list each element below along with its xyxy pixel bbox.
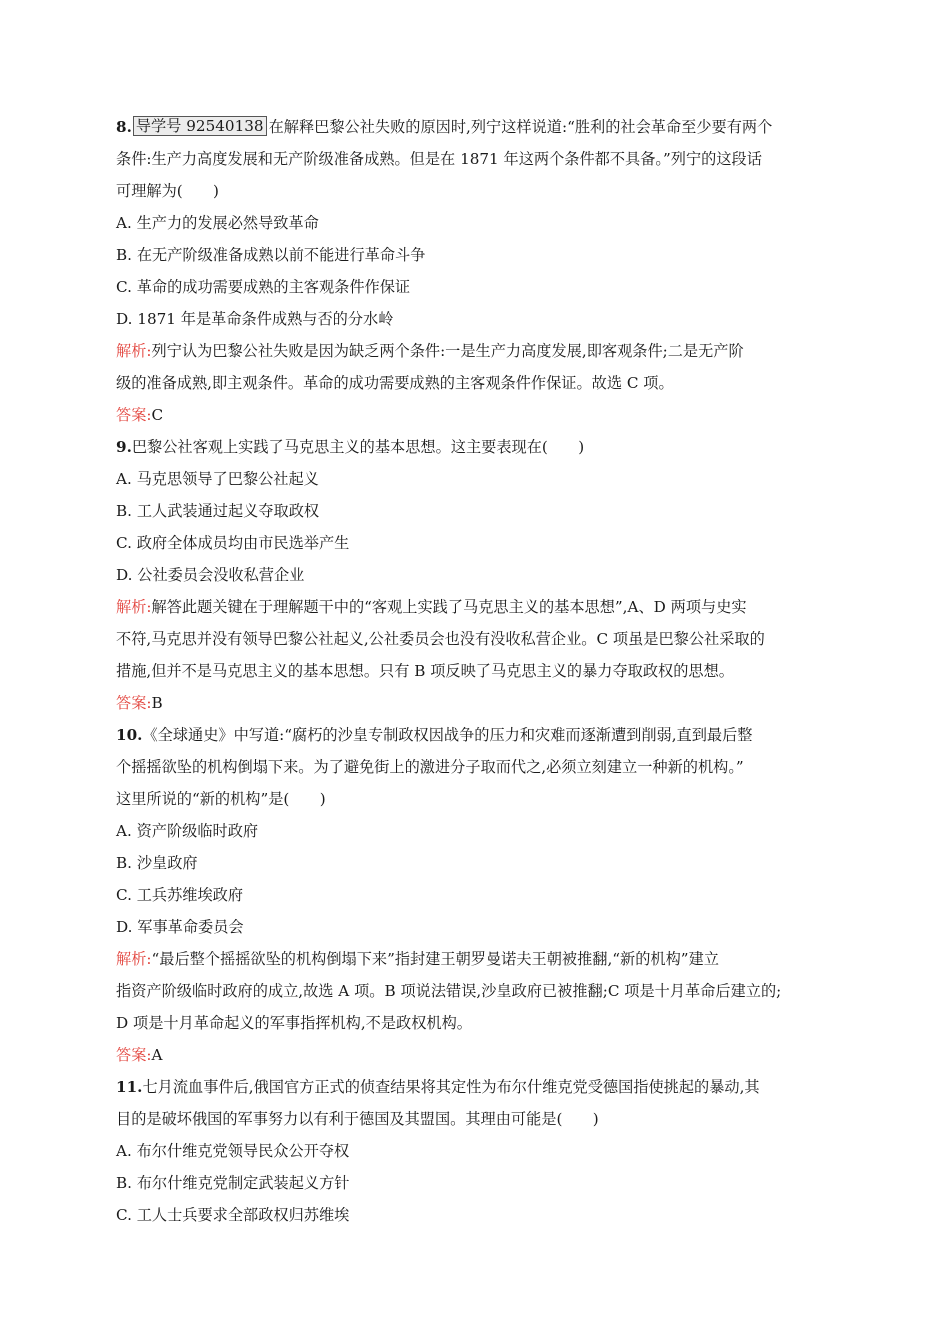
option-b: B. 沙皇政府 xyxy=(116,854,198,872)
answer-value: A xyxy=(151,1046,163,1064)
analysis-text: 解答此题关键在于理解题干中的“客观上实践了马克思主义的基本思想”,A、D 两项与史实 xyxy=(151,598,747,616)
question-stem-line: 可理解为( ) xyxy=(116,182,219,200)
analysis-line: D 项是十月革命起义的军事指挥机构,不是政权机构。 xyxy=(116,1014,472,1032)
option-c: C. 工人士兵要求全部政权归苏维埃 xyxy=(116,1206,350,1224)
question-number: 8. xyxy=(116,118,132,136)
answer-label: 答案: xyxy=(116,694,152,712)
question-9 xyxy=(116,431,846,719)
question-number: 9. xyxy=(116,438,132,456)
analysis-line: 级的准备成熟,即主观条件。革命的成功需要成熟的主客观条件作保证。故选 C 项。 xyxy=(116,374,674,392)
option-b: B. 布尔什维克党制定武装起义方针 xyxy=(116,1174,350,1192)
analysis-label: 解析: xyxy=(116,950,152,968)
option-c: C. 革命的成功需要成熟的主客观条件作保证 xyxy=(116,278,411,296)
option-a: A. 资产阶级临时政府 xyxy=(116,822,259,840)
analysis-line xyxy=(116,943,846,975)
analysis-label: 解析: xyxy=(116,598,152,616)
question-stem-line: 目的是破坏俄国的军事努力以有利于德国及其盟国。其理由可能是( ) xyxy=(116,1110,599,1128)
question-8 xyxy=(116,111,846,431)
document-page xyxy=(116,111,846,1231)
question-stem-text: 在解释巴黎公社失败的原因时,列宁这样说道:“胜利的社会革命至少要有两个 xyxy=(268,118,773,136)
guide-number-tag[interactable]: 导学号 92540138 xyxy=(133,116,267,136)
analysis-line: 指资产阶级临时政府的成立,故选 A 项。B 项说法错误,沙皇政府已被推翻;C 项是十月革命后建立的; xyxy=(116,982,782,1000)
option-d: D. 1871 年是革命条件成熟与否的分水岭 xyxy=(116,310,394,328)
option-b: B. 工人武装通过起义夺取政权 xyxy=(116,502,320,520)
option-b: B. 在无产阶级准备成熟以前不能进行革命斗争 xyxy=(116,246,426,264)
option-a: A. 马克思领导了巴黎公社起义 xyxy=(116,470,319,488)
question-stem-line xyxy=(116,431,846,463)
option-c: C. 工兵苏维埃政府 xyxy=(116,886,244,904)
option-c: C. 政府全体成员均由市民选举产生 xyxy=(116,534,350,552)
answer-line xyxy=(116,399,846,431)
question-10 xyxy=(116,719,846,1071)
option-a: A. 生产力的发展必然导致革命 xyxy=(116,214,319,232)
question-stem-line: 个摇摇欲坠的机构倒塌下来。为了避免街上的激进分子取而代之,必须立刻建立一种新的机构。” xyxy=(116,758,744,776)
analysis-label: 解析: xyxy=(116,342,152,360)
option-d: D. 军事革命委员会 xyxy=(116,918,244,936)
answer-line xyxy=(116,1039,846,1071)
option-d: D. 公社委员会没收私营企业 xyxy=(116,566,305,584)
answer-line xyxy=(116,687,846,719)
question-stem-line xyxy=(116,111,846,143)
question-stem-text: 七月流血事件后,俄国官方正式的侦查结果将其定性为布尔什维克党受德国指使挑起的暴动,其 xyxy=(142,1078,760,1096)
analysis-line: 措施,但并不是马克思主义的基本思想。只有 B 项反映了马克思主义的暴力夺取政权的思想。 xyxy=(116,662,734,680)
answer-value: B xyxy=(151,694,163,712)
question-stem-text: 巴黎公社客观上实践了马克思主义的基本思想。这主要表现在( ) xyxy=(131,438,585,456)
option-a: A. 布尔什维克党领导民众公开夺权 xyxy=(116,1142,350,1160)
question-stem-line xyxy=(116,719,846,751)
analysis-line: 不符,马克思并没有领导巴黎公社起义,公社委员会也没有没收私营企业。C 项虽是巴黎公社采取的 xyxy=(116,630,765,648)
question-number: 11. xyxy=(116,1078,143,1096)
question-stem-line xyxy=(116,1071,846,1103)
question-stem-text: 《全球通史》中写道:“腐朽的沙皇专制政权因战争的压力和灾难而逐渐遭到削弱,直到最后整 xyxy=(142,726,753,744)
analysis-text: “最后整个摇摇欲坠的机构倒塌下来”指封建王朝罗曼诺夫王朝被推翻,“新的机构”建立 xyxy=(151,950,719,968)
question-stem-line: 这里所说的“新的机构”是( ) xyxy=(116,790,326,808)
question-11 xyxy=(116,1071,846,1231)
answer-label: 答案: xyxy=(116,1046,152,1064)
analysis-line xyxy=(116,591,846,623)
answer-label: 答案: xyxy=(116,406,152,424)
question-number: 10. xyxy=(116,726,143,744)
answer-value: C xyxy=(151,406,164,424)
analysis-line xyxy=(116,335,846,367)
question-stem-line: 条件:生产力高度发展和无产阶级准备成熟。但是在 1871 年这两个条件都不具备。”列宁的这段话 xyxy=(116,150,762,168)
analysis-text: 列宁认为巴黎公社失败是因为缺乏两个条件:一是生产力高度发展,即客观条件;二是无产阶 xyxy=(151,342,744,360)
